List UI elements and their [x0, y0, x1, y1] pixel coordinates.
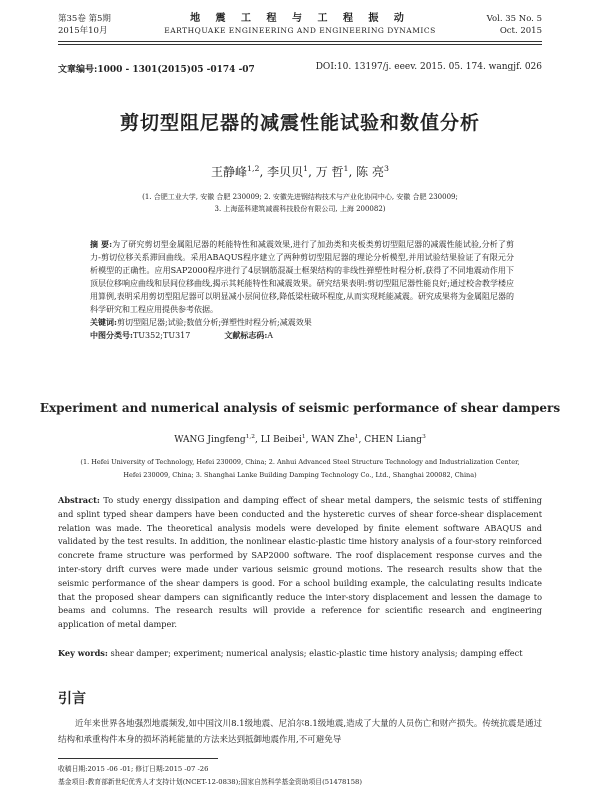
author-cn: 李贝贝: [267, 165, 304, 179]
class-number-label: 中图分类号:: [90, 330, 133, 340]
affiliation-line: 3. 上海蓝科建筑减震科技股份有限公司, 上海 200082): [214, 205, 386, 213]
author-sup: 1: [354, 434, 359, 440]
header-volume-cn: 第35卷 第5期: [58, 14, 111, 24]
header-rule-thin: [58, 44, 542, 45]
header-date-cn: 2015年10月: [58, 26, 108, 36]
abstract-en: [58, 494, 542, 632]
author-sup: 1: [303, 164, 309, 173]
classification-line: [90, 329, 514, 342]
header-volume-info: [58, 13, 111, 37]
author-cn: 王静峰: [211, 165, 248, 179]
affiliations-en: [60, 456, 540, 482]
abstract-en-text: To study energy dissipation and damping effect of shear metal dampers, the seismic tests of stiffening and splint typed shear dampers have been conducted and the hysteretic curves of shear force-shear displacement relation was made. The theoretical analysis models were developed by finite element software ABAQUS and validated by the test results. In addition, the nonlinear elastic-plastic time history analysis of a four-story reinforced concrete frame structure was performed by SAP2000 software. The roof displacement response curves and the inter-story drift curves were made under various seismic ground motions. The research results show that the seismic performance of the shear dampers is good. For a school building example, the calculating results indicate that the proposed shear dampers can significantly reduce the inter-story displacement and lessen the damage to beams and columns. The research results will provide a reference for scientific research and engineering application of metal damper.: [58, 495, 542, 630]
affiliation-line: Hefei 230009, China; 3. Shanghai Lanke Building Damping Technology Co., Ltd., Shanghai 200082, China): [123, 471, 477, 479]
footnote-rule: [58, 758, 218, 759]
author-sup: 1,2: [247, 164, 260, 173]
header-volume-info-en: [487, 13, 542, 37]
abstract-cn-label: 摘 要:: [90, 239, 113, 249]
footnote-received: 收稿日期:2015 -06 -01; 修订日期:2015 -07 -26: [58, 765, 209, 773]
author-sup: 3: [422, 434, 426, 440]
title-cn: 剪切型阻尼器的减震性能试验和数值分析: [119, 112, 480, 134]
affiliations-cn: [0, 191, 600, 215]
author-en: WAN Zhe: [311, 435, 355, 445]
author-cn: 万 哲: [315, 165, 344, 179]
author-sup: 1,2: [245, 434, 255, 440]
authors-cn: 王静峰$^{1,2}$, 李贝贝$^1$, 万 哲$^1$, 陈 亮$^3$: [211, 164, 389, 179]
author-sup: 1: [301, 434, 306, 440]
affiliation-line: (1. 合肥工业大学, 安徽 合肥 230009; 2. 安徽先进钢结构技术与产业化协同中心, 安徽 合肥 230009;: [142, 193, 458, 201]
authors-en: WANG Jingfeng$^{1,2}$, LI Beibei$^1$, WAN Zhe$^1$, CHEN Liang$^3$: [174, 434, 426, 445]
footnote-fund: 基金项目:教育部新世纪优秀人才支持计划(NCET-12-0838);国家自然科学基金资助项目(51478158): [58, 778, 362, 786]
doi: DOI:10. 13197/j. eeev. 2015. 05. 174. wangjf. 026: [315, 62, 542, 72]
intro-paragraph: 近年来世界各地强烈地震频发,如中国汶川8.1级地震、尼泊尔8.1级地震,造成了大量的人员伤亡和财产损失。传统抗震是通过结构和承重构件本身的损坏消耗能量的方法来达到抵御地震作用,不可避免导: [58, 719, 542, 745]
header-journal: [150, 13, 450, 37]
abstract-cn-text: 为了研究剪切型金属阻尼器的耗能特性和减震效果,进行了加劲类和夹板类剪切型阻尼器的减震性能试验,分析了剪力-剪切位移关系滞回曲线。采用ABAQUS程序建立了两种剪切型阻尼器的理论分析模型,并用试验结果验证了有限元分析模型的正确性。应用SAP2000程序进行了4层钢筋混凝土框架结构的非线性弹塑性时程分析,获得了不同地震动作用下顶层位移响应曲线和层间位移曲线,揭示其耗能特性和减震效果。研究结果表明:剪切型阻尼器性能良好;通过校舍教学楼应用算例,表明采用剪切型阻尼器可以明显减小层间位移,降低梁柱破坏程度,从而实现耗能减震。研究成果将为金属阻尼器的科学研究和工程应用提供参考依据。: [90, 240, 514, 314]
header-rule-thick: [58, 41, 542, 42]
keywords-cn-label: 关键词:: [90, 317, 117, 327]
author-en: WANG Jingfeng: [174, 435, 246, 445]
section-heading-introduction: 引言: [58, 691, 86, 707]
journal-name-cn: 地 震 工 程 与 工 程 振 动: [190, 13, 410, 24]
abstract-cn-block: [90, 238, 514, 342]
article-number: 文章编号:1000 - 1301(2015)05 -0174 -07: [58, 65, 255, 75]
abstract-cn: [90, 238, 514, 316]
author-en: LI Beibei: [260, 435, 302, 445]
author-cn: 陈 亮: [356, 165, 384, 179]
author-sup: 1: [343, 164, 349, 173]
doc-code: A: [267, 331, 274, 340]
keywords-en: [58, 648, 542, 658]
class-number: TU352;TU317: [132, 331, 191, 340]
author-en: CHEN Liang: [364, 435, 423, 445]
affiliation-line: (1. Hefei University of Technology, Hefei 230009, China; 2. Anhui Advanced Steel Structure Technology and Industrialization Center,: [80, 458, 520, 466]
keywords-en-text: shear damper; experiment; numerical analysis; elastic-plastic time history analysis; damping effect: [110, 648, 523, 658]
journal-name-en: EARTHQUAKE ENGINEERING AND ENGINEERING DYNAMICS: [164, 26, 436, 35]
doc-code-label: 文献标志码:: [224, 330, 268, 340]
title-en: Experiment and numerical analysis of seismic performance of shear dampers: [39, 401, 561, 415]
keywords-cn: [90, 316, 514, 329]
header-date-en: Oct. 2015: [499, 26, 542, 36]
keywords-cn-text: 剪切型阻尼器;试验;数值分析;弹塑性时程分析;减震效果: [116, 318, 312, 327]
abstract-en-label: Abstract:: [58, 495, 100, 505]
author-sup: 3: [383, 164, 389, 173]
header-volume-en: Vol. 35 No. 5: [486, 14, 542, 24]
keywords-en-label: Key words:: [58, 648, 108, 658]
